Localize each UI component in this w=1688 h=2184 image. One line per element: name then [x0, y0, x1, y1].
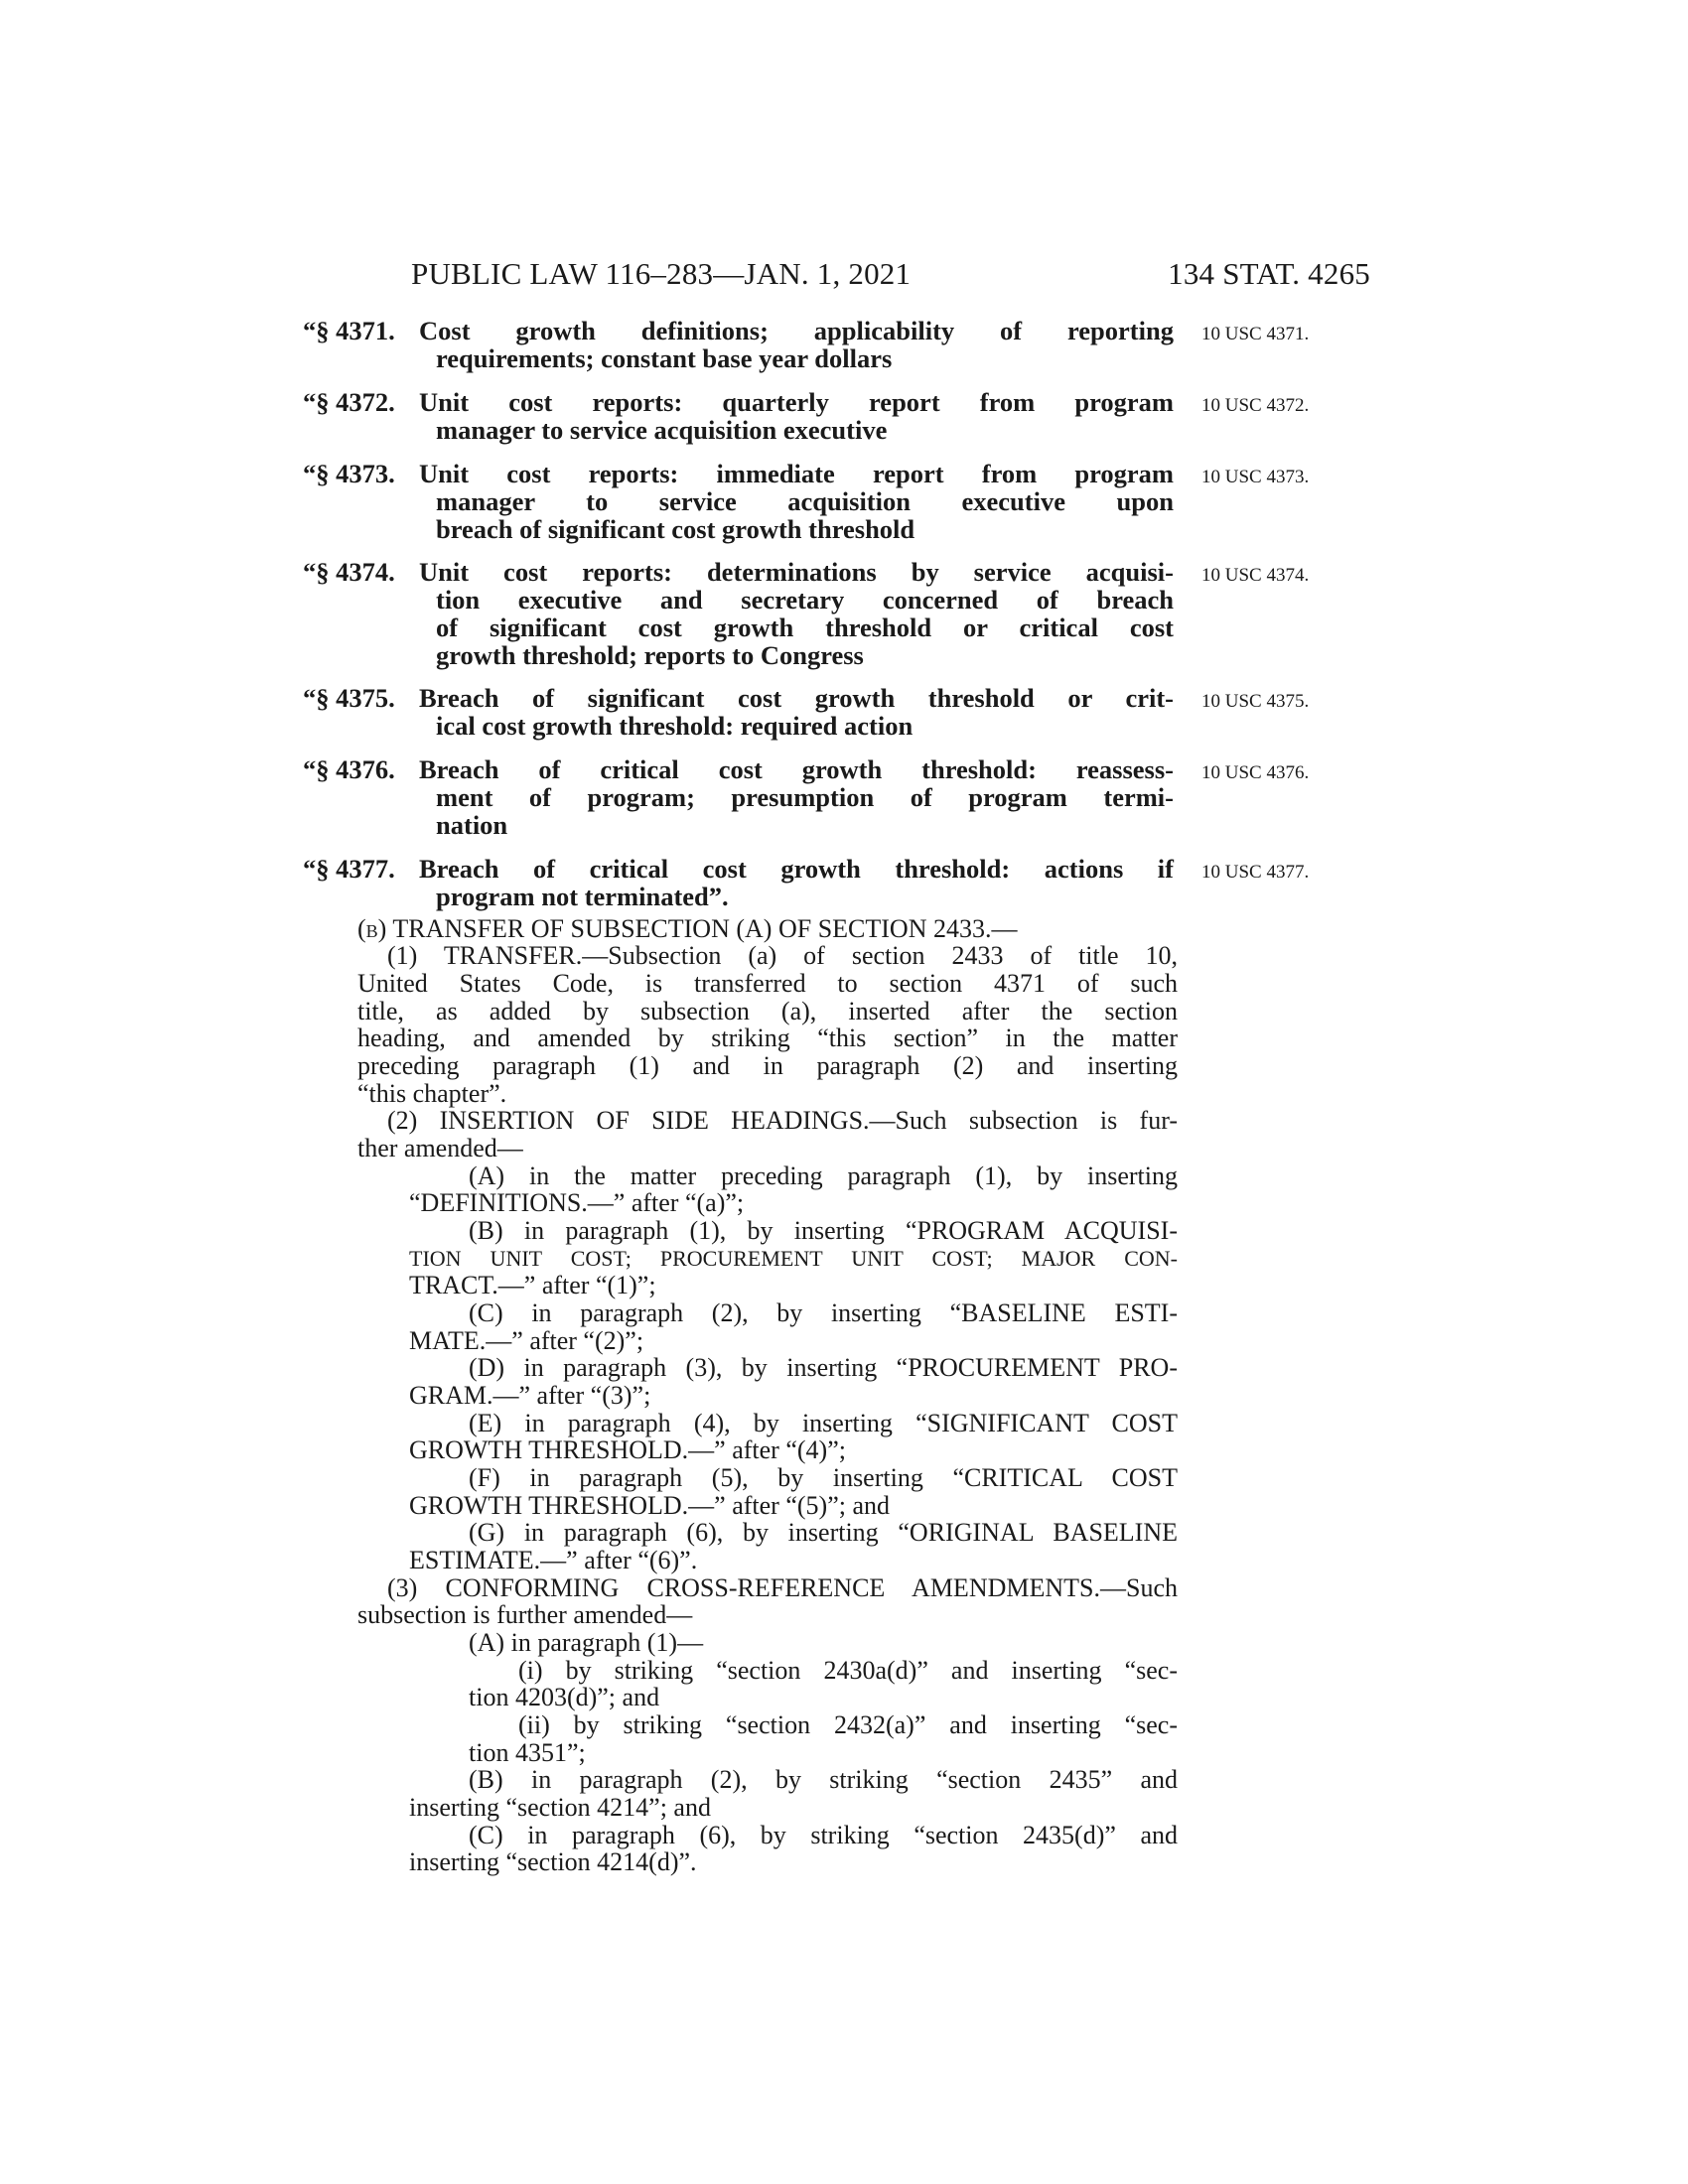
body-line: (F) in paragraph (5), by inserting “CRITICAL COST [469, 1463, 1178, 1492]
body-line: ther amended— [357, 1134, 523, 1162]
body-line: (ii) by striking “section 2432(a)” and inserting “sec- [518, 1710, 1178, 1739]
section-title-line: Unit cost reports: immediate report from program [419, 459, 1174, 488]
section-title-line: Unit cost reports: determinations by service acquisi- [419, 557, 1174, 587]
usc-marginal-note: 10 USC 4377. [1201, 862, 1310, 883]
body-line: GROWTH THRESHOLD.—” after “(4)”; [409, 1435, 846, 1464]
body-line: tion 4351”; [469, 1738, 586, 1767]
body-line: “DEFINITIONS.—” after “(a)”; [409, 1188, 745, 1217]
body-line: (E) in paragraph (4), by inserting “SIGNIFICANT COST [469, 1409, 1178, 1437]
section-number: “§ 4376. [303, 754, 395, 784]
section-title-line: Unit cost reports: quarterly report from program [419, 387, 1174, 417]
body-line: (i) by striking “section 2430a(d)” and inserting “sec- [518, 1656, 1178, 1685]
section-title-line: breach of significant cost growth threshold [436, 514, 915, 544]
usc-marginal-note: 10 USC 4375. [1201, 691, 1310, 712]
section-number: “§ 4371. [303, 316, 395, 345]
usc-marginal-note: 10 USC 4374. [1201, 565, 1310, 586]
section-number: “§ 4374. [303, 557, 395, 587]
usc-marginal-note: 10 USC 4372. [1201, 395, 1310, 416]
section-title-line: tion executive and secretary concerned of breach [436, 585, 1174, 614]
section-title-line: Breach of significant cost growth threshold or crit- [419, 683, 1174, 713]
body-line: inserting “section 4214(d)”. [409, 1847, 697, 1876]
body-line: (B) in paragraph (2), by striking “section 2435” and [469, 1765, 1178, 1794]
subsection-b-heading: (b) TRANSFER OF SUBSECTION (A) OF SECTION 2433.— [357, 914, 1018, 943]
usc-marginal-note: 10 USC 4376. [1201, 762, 1310, 783]
body-line: (2) INSERTION OF SIDE HEADINGS.—Such subsection is fur- [387, 1106, 1178, 1135]
section-number: “§ 4372. [303, 387, 395, 417]
section-number: “§ 4377. [303, 854, 395, 884]
section-title-line: requirements; constant base year dollars [436, 343, 893, 373]
body-line: preceding paragraph (1) and in paragraph (2) and inserting [357, 1051, 1178, 1080]
body-line: (3) CONFORMING CROSS-REFERENCE AMENDMENTS.—Such [387, 1573, 1178, 1602]
body-line: ESTIMATE.—” after “(6)”. [409, 1546, 698, 1574]
section-title-line: ical cost growth threshold: required action [436, 711, 914, 741]
body-line: “this chapter”. [357, 1079, 507, 1108]
section-title-line: Cost growth definitions; applicability of reporting [419, 316, 1174, 345]
body-line: (B) in paragraph (1), by inserting “PROGRAM ACQUISI- [469, 1216, 1178, 1245]
running-head-law: PUBLIC LAW 116–283—JAN. 1, 2021 [411, 256, 912, 291]
body-line: (G) in paragraph (6), by inserting “ORIGINAL BASELINE [469, 1518, 1178, 1547]
body-line: (1) TRANSFER.—Subsection (a) of section 2433 of title 10, [387, 941, 1178, 970]
section-number: “§ 4375. [303, 683, 395, 713]
section-title-line: of significant cost growth threshold or critical cost [436, 613, 1174, 642]
section-number: “§ 4373. [303, 459, 395, 488]
section-title-line: program not terminated”. [436, 882, 729, 911]
body-line: (D) in paragraph (3), by inserting “PROCUREMENT PRO- [469, 1353, 1178, 1382]
usc-marginal-note: 10 USC 4371. [1201, 324, 1310, 344]
body-line: GROWTH THRESHOLD.—” after “(5)”; and [409, 1491, 890, 1520]
section-title-line: manager to service acquisition executive [436, 415, 888, 445]
body-line: TION UNIT COST; PROCUREMENT UNIT COST; MAJOR CON- [409, 1246, 1178, 1271]
running-head-stat-page: 134 STAT. 4265 [1168, 256, 1370, 291]
section-title-line: manager to service acquisition executive upon [436, 486, 1174, 516]
body-line: MATE.—” after “(2)”; [409, 1326, 644, 1355]
body-line: United States Code, is transferred to section 4371 of such [357, 969, 1178, 998]
body-line: (A) in the matter preceding paragraph (1), by inserting [469, 1161, 1178, 1190]
section-title-line: nation [436, 810, 508, 840]
body-line: subsection is further amended— [357, 1600, 693, 1629]
body-line: (C) in paragraph (6), by striking “section 2435(d)” and [469, 1821, 1178, 1849]
usc-marginal-note: 10 USC 4373. [1201, 467, 1310, 487]
section-title-line: ment of program; presumption of program termi- [436, 782, 1174, 812]
body-line: tion 4203(d)”; and [469, 1683, 660, 1711]
section-title-line: growth threshold; reports to Congress [436, 640, 864, 670]
body-line: (C) in paragraph (2), by inserting “BASELINE ESTI- [469, 1298, 1178, 1327]
body-line: TRACT.—” after “(1)”; [409, 1271, 656, 1299]
body-line: (A) in paragraph (1)— [469, 1628, 704, 1657]
section-title-line: Breach of critical cost growth threshold: actions if [419, 854, 1174, 884]
body-line: inserting “section 4214”; and [409, 1793, 711, 1822]
body-line: GRAM.—” after “(3)”; [409, 1381, 651, 1410]
body-line: title, as added by subsection (a), inserted after the section [357, 997, 1178, 1025]
section-title-line: Breach of critical cost growth threshold: reassess- [419, 754, 1174, 784]
body-line: heading, and amended by striking “this section” in the matter [357, 1024, 1178, 1052]
